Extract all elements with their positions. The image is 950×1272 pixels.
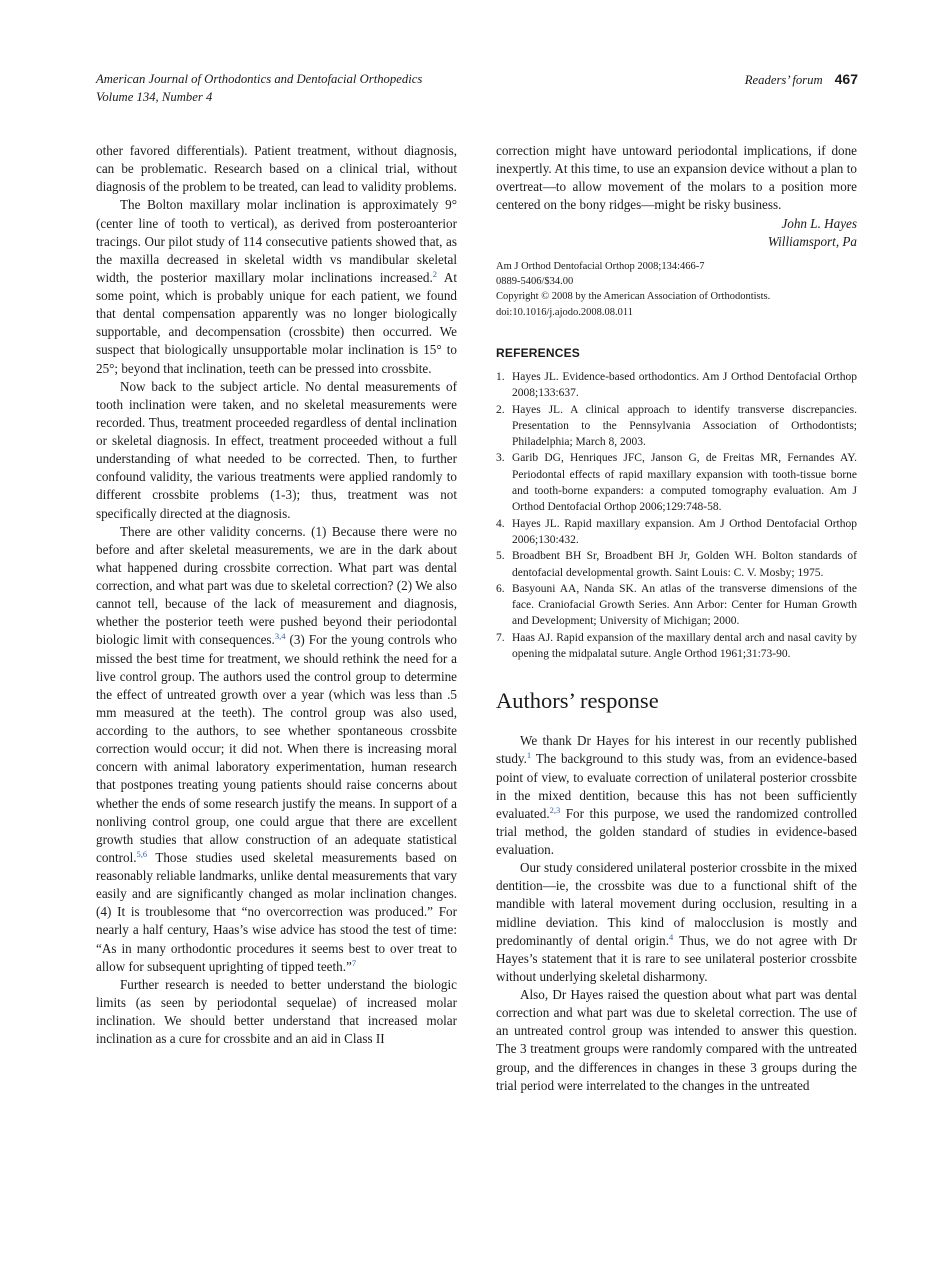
- paragraph-text: At some point, which is probably unique for each patient, we found that dental compensation apparently was no longer biologically supportable, and decompensation (crossbite) then occurred. We suspect that biologically unsupportable molar inclination is 15° to 25°; beyond that inclination, teeth can be pressed into crossbite.: [96, 269, 457, 376]
- paragraph: [496, 732, 857, 859]
- paragraph-text: Those studies used skeletal measurements based on reasonably reliable landmarks, unlike dental measurements that vary easily and are significantly changed as molar inclination changes. (4) It is troublesome that “no overcorrection was produced.” For nearly a half century, Haas’s wise advice has stood the test of time: “As in many orthodontic procedures it seems best to over treat to allow for subsequent uprighting of tipped teeth.”: [96, 849, 457, 974]
- paragraph: [496, 986, 857, 1095]
- paragraph-text: The Bolton maxillary molar inclination is approximately 9° (center line of tooth to vertical), as derived from posteroanterior tracings. Our pilot study of 114 consecutive patients showed that, as the maxilla decreased in skeletal width vs mandibular skeletal width, the posterior maxillary molar inclinations increased.: [96, 197, 457, 285]
- paragraph-text: correction might have untoward periodontal implications, if done inexpertly. At this time, to use an expansion device without a plan to overtreat—to allow movement of the molars to a position more centered on the bony ridges—might be risky business.: [496, 143, 857, 213]
- reference-item: [496, 630, 857, 663]
- author-location: Williamsport, Pa: [767, 233, 857, 249]
- section-name: Readers’ forum: [744, 73, 823, 87]
- paragraph-text: Also, Dr Hayes raised the question about what part was dental correction and what part was due to skeletal correction. The use of an untreated control group was intended to answer this question. The 3 treatment groups were randomly compared with the untreated group, and the differences in changes in these 3 groups during the trial period were interrelated to the changes in the untreated: [496, 987, 857, 1093]
- reference-item: [496, 450, 857, 515]
- references-heading: REFERENCES: [496, 345, 581, 360]
- paragraph-text: other favored differentials). Patient treatment, without diagnosis, can be problematic. Research based on a clinical trial, without diagnosis of the problem to be treated, can lead to validity problems.: [96, 143, 457, 195]
- paragraph: [96, 976, 457, 1049]
- journal-name: American Journal of Orthodontics and Dentofacial Orthopedics: [96, 72, 423, 86]
- reference-link[interactable]: 2,3: [549, 804, 561, 815]
- paragraph-text: We thank Dr Hayes for his interest in our recently published study.: [496, 733, 857, 767]
- paragraph-text: Our study considered unilateral posterior crossbite in the mixed dentition—ie, the crossbite was due to a functional shift of the mandible with lateral movement during occlusion, resulting in a midline deviation. This kind of malocclusion is mostly and predominantly of dental origin.: [496, 860, 857, 948]
- paragraph: [496, 859, 857, 986]
- reference-text: Haas AJ. Rapid expansion of the maxillary dental arch and nasal cavity by opening the midpalatal suture. Angle Orthod 1961;31:73-90.: [512, 631, 857, 660]
- author-signature: [496, 215, 857, 251]
- citation-block: [496, 259, 857, 320]
- doi-link[interactable]: doi:10.1016/j.ajodo.2008.08.011: [496, 306, 633, 318]
- reference-item: [496, 369, 857, 402]
- reference-number: 4.: [496, 517, 505, 530]
- reference-text: Hayes JL. Rapid maxillary expansion. Am J Orthod Dentofacial Orthop 2006;130:432.: [512, 517, 857, 546]
- reference-link[interactable]: 1: [526, 750, 532, 761]
- paragraph: [96, 142, 457, 196]
- reference-text: Broadbent BH Sr, Broadbent BH Jr, Golden WH. Bolton standards of dentofacial developmental growth. Saint Louis: C. V. Mosby; 1975.: [512, 550, 857, 579]
- references-list: [496, 369, 857, 662]
- reference-link[interactable]: 5,6: [136, 848, 148, 859]
- reference-text: Garib DG, Henriques JFC, Janson G, de Freitas MR, Fernandes AY. Periodontal effects of rapid maxillary expansion with tooth-tissue borne and tooth-borne expanders: a computed tomography evaluation. Am J Orthod Dentofacial Orthop 2006;129:748-58.: [512, 452, 857, 514]
- journal-volume: Volume 134, Number 4: [96, 89, 213, 104]
- reference-item: [496, 516, 857, 549]
- reference-item: [496, 548, 857, 581]
- right-column: [496, 142, 857, 1095]
- section-info: [745, 71, 858, 90]
- paragraph-text: (3) For the young controls who missed the best time for treatment, we should rethink the need for a live control group. The authors used the control group to determine the effect of untreated growth over a year (which was less than .5 mm measured at the teeth). The control group was also used, according to the authors, to see whether spontaneous crossbite correction would occur; it did not. When there is increasing moral concern with animal laboratory experimentation, human research that postpones treating young patients should raise concerns about whether the ends of some research justify the means. In support of a nonliving control group, one could argue that there are excellent growth studies that allow construction of an adequate statistical control.: [96, 632, 457, 865]
- reference-link[interactable]: 4: [669, 931, 674, 942]
- journal-info: [96, 71, 422, 106]
- reference-number: 5.: [496, 550, 505, 563]
- paragraph-text: Thus, we do not agree with Dr Hayes’s statement that it is rare to see unilateral posterior crossbite without underlying skeletal disharmony.: [496, 932, 857, 984]
- paragraph-text: The background to this study was, from an evidence-based point of view, to evaluate correction of unilateral posterior crossbite in the mixed dentition, because this has not been sufficiently evaluated.: [496, 751, 857, 821]
- left-column: [96, 142, 457, 1048]
- paragraph-text: Now back to the subject article. No dental measurements of tooth inclination were taken, and no skeletal measurements were recorded. Thus, treatment proceeded regardless of dental inclination or skeletal diagnosis. In effect, treatment proceeded without a full understanding of what needed to be corrected. Then, to further confound validity, the various treatments were applied randomly to different crossbite problems (1-3); thus, treatment was not specifically directed at the diagnosis.: [96, 378, 457, 521]
- reference-text: Basyouni AA, Nanda SK. An atlas of the transverse dimensions of the face. Craniofacial Growth Series. Ann Arbor: Center for Human Growth and Development; University of Michigan; 2000.: [512, 582, 857, 628]
- paragraph: [96, 196, 457, 377]
- reference-number: 6.: [496, 582, 505, 595]
- reference-item: [496, 581, 857, 630]
- reference-number: 2.: [496, 403, 505, 416]
- paragraph: [96, 378, 457, 523]
- reference-number: 7.: [496, 631, 505, 644]
- reference-link[interactable]: 7: [351, 957, 357, 968]
- author-name: John L. Hayes: [781, 215, 857, 231]
- reference-number: 3.: [496, 452, 505, 465]
- paragraph-text: Further research is needed to better understand the biologic limits (as seen by periodontal sequelae) of increased molar inclination. We should better understand that increased molar inclination as a cure for crossbite and an aid in Class II: [96, 976, 457, 1047]
- section-title: Authors’ response: [496, 688, 659, 714]
- reference-number: 1.: [496, 370, 505, 383]
- reference-text: Hayes JL. A clinical approach to identify transverse discrepancies. Presentation to the Pennsylvania Association of Orthodontists; Philadelphia; March 8, 2003.: [512, 403, 857, 449]
- paragraph: [496, 142, 857, 215]
- paragraph-text: There are other validity concerns. (1) Because there were no before and after skeletal measurements, we are in the dark about what happened during crossbite correction. What part was dental correction, and what part was due to skeletal correction? (2) We also cannot tell, because of the lack of measurement and diagnosis, whether the posterior teeth were pushed beyond their periodontal biologic limit with consequences.: [96, 523, 457, 648]
- reference-link[interactable]: 3,4: [274, 631, 286, 642]
- reference-link[interactable]: 2: [432, 268, 437, 279]
- paragraph: [96, 523, 457, 976]
- citation-line: 0889-5406/$34.00: [496, 276, 574, 288]
- reference-text: Hayes JL. Evidence-based orthodontics. Am J Orthod Dentofacial Orthop 2008;133:637.: [512, 370, 857, 400]
- citation-line: Copyright © 2008 by the American Association of Orthodontists.: [496, 291, 771, 303]
- citation-line: Am J Orthod Dentofacial Orthop 2008;134:466-7: [496, 260, 705, 272]
- reference-item: [496, 402, 857, 451]
- paragraph-text: For this purpose, we used the randomized controlled trial method, the golden standard of studies in evidence-based evaluation.: [496, 805, 857, 858]
- page-number: 467: [834, 71, 858, 87]
